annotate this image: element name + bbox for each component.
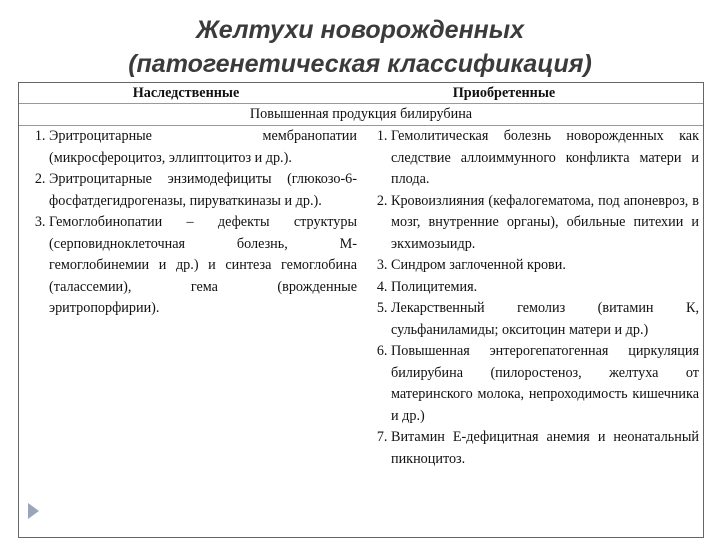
table-body [19,126,703,470]
list-item: 3. Синдром заглоченной крови. [391,255,699,277]
list-item: 4. Полицитемия. [391,277,699,299]
list-item: 1. Эритроцитарные мембранопатии (микросфероцитоз, эллиптоцитоз и др.). [49,126,357,169]
hereditary-list [23,126,357,320]
acquired-list [365,126,699,470]
table-subheader: Повышенная продукция билирубина [19,104,703,126]
acquired-column [361,126,703,470]
next-slide-arrow-icon[interactable] [28,503,39,519]
table-header-row [19,83,703,104]
header-acquired: Приобретенные [452,85,556,101]
list-item: 1. Гемолитическая болезнь новорожденных как следствие аллоиммунного конфликта матери и плода. [391,126,699,191]
list-item: 7. Витамин Е-дефицитная анемия и неонатальный пикноцитоз. [391,427,699,470]
header-hereditary: Наследственные [132,85,240,101]
slide-title-line1: Желтухи новорожденных [195,16,525,44]
hereditary-column [19,126,361,470]
list-item: 3. Гемоглобинопатии – дефекты структуры (серповидноклеточная болезнь, М-гемоглобинемии и др.) и синтеза гемоглобина (талассемии), гема (врожденные эритропорфирии). [49,212,357,320]
list-item: 2. Кровоизлияния (кефалогематома, под апоневроз, в мозг, внутренние органы), обильные питехии и экхимозыидр. [391,191,699,256]
list-item: 5. Лекарственный гемолиз (витамин К, сульфаниламиды; окситоцин матери и др.) [391,298,699,341]
list-item: 6. Повышенная энтерогепатогенная циркуляция билирубина (пилоростеноз, желтуха от материнского молока, непроходимость кишечника и др.) [391,341,699,427]
list-item: 2. Эритроцитарные энзимодефициты (глюкозо-6-фосфатдегидрогеназы, пируваткиназы и др.). [49,169,357,212]
classification-table [18,82,704,538]
slide-title-line2: (патогенетическая классификация) [128,50,592,78]
